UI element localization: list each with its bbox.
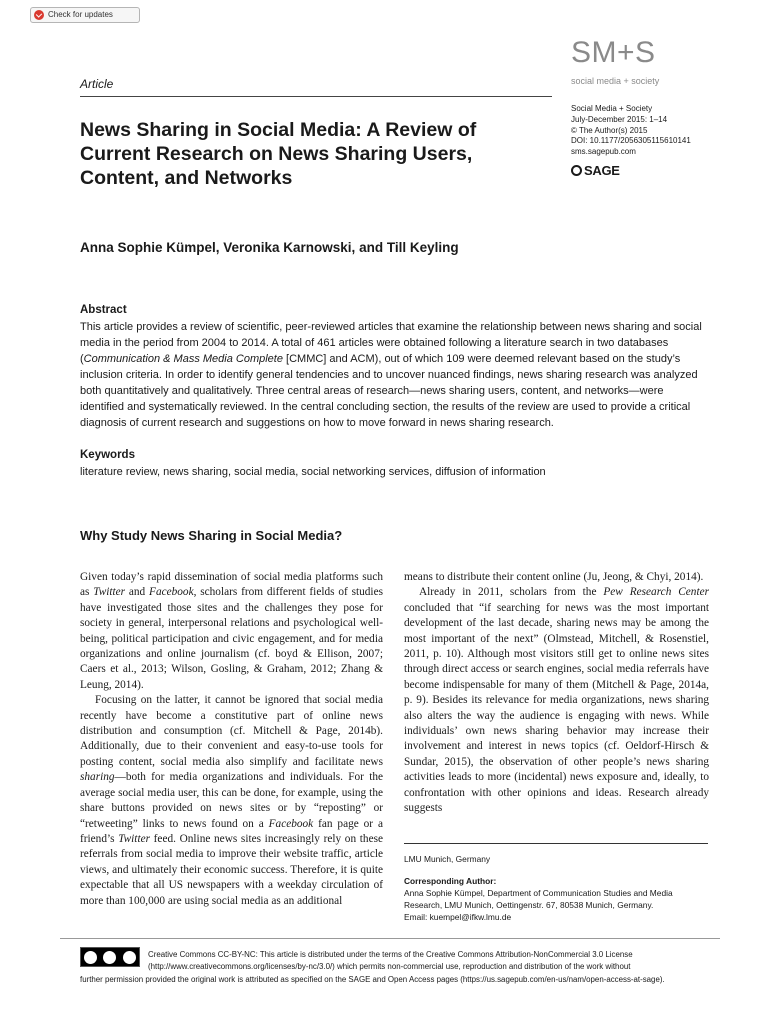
abstract-text [80, 319, 708, 431]
footnote [404, 853, 709, 923]
journal-url[interactable]: sms.sagepub.com [571, 147, 636, 157]
journal-doi[interactable]: DOI: 10.1177/2056305115610141 [571, 136, 691, 146]
author-affiliation: LMU Munich, Germany [404, 854, 491, 864]
license-line: (http://www.creativecommons.org/licenses/by-nc/3.0/) which permits non-commercial use, reproduction and distribution of the work without [148, 962, 631, 972]
keywords-text: literature review, news sharing, social media, social networking services, diffusion of information [80, 466, 546, 478]
article-type-label: Article [80, 77, 114, 91]
check-circle-icon [34, 10, 44, 20]
journal-name: Social Media + Society [571, 104, 653, 113]
text-run: , scholars from different fields of studies have investigated those sites and the challenges they pose for society in general, interpersonal relations and psychological well-being, political participation and civic engagement, and for media organizations and online journalism (cf. boyd & Ellison, 2007; Caers et al., 2013; Wilson, Gosling, & Graham, 2012; Zhang & Leung, 2014). [80, 586, 383, 691]
abstract-part: This article provides a review of scientific, peer-reviewed articles that examine the relationship between news sharing and social media in the period from 2004 to 2014. A total of 461 articles were obtained following a literature search in two databases ( [80, 321, 702, 365]
corresponding-author-heading: Corresponding Author: [404, 876, 497, 886]
publisher-name: SAGE [584, 163, 620, 178]
paper-title: News Sharing in Social Media: A Review of Current Research on News Sharing Users, Content, and Networks [80, 119, 477, 189]
abstract-italic: Communication & Mass Media Complete [83, 353, 283, 365]
keywords-heading: Keywords [80, 449, 135, 461]
body-paragraph [404, 585, 709, 816]
text-run: —both for media organizations and individuals. For the average social media user, this can be done, for example, using the share buttons provided on news sites or by “reposting” or “retweeting” links to news found on a [80, 771, 383, 830]
author-list: Anna Sophie Kümpel, Veronika Karnowski, and Till Keyling [80, 240, 459, 255]
text-italic: sharing [80, 771, 115, 784]
body-paragraph: means to distribute their content online (Ju, Jeong, & Chyi, 2014). [404, 571, 704, 583]
journal-issue: July-December 2015: 1–14 [571, 114, 668, 124]
body-column-right [404, 570, 709, 817]
text-run: concluded that “if searching for news was the most important development of the last decade, sharing news may be among the most important of the next” (Olmstead, Mitchell, & Rosenstiel, 2011, p. 10). Although most visitors still get to online news sites through direct access or search engines, social media referrals have become indispensable for many of them (Mitchell & Page, 2014a, p. 9). Besides its relevance for media organizations, news sharing also alters the way the audience is engaging with news. While individuals’ own news sharing behavior may increase their involvement and interest in news topics (cf. Oeldorf-Hirsch & Sundar, 2015), the observation of other people’s news sharing activities leads to more (incidental) news exposure and, ideally, to confrontation with other opinions and ideas. Research already suggests [404, 601, 709, 815]
text-run: and [125, 586, 150, 599]
abstract-heading: Abstract [80, 304, 127, 316]
body-paragraph [80, 570, 383, 693]
footnote-divider [404, 843, 708, 844]
journal-info [571, 104, 691, 158]
text-run: Given today’s rapid dissemination of social media platforms such as [80, 571, 383, 599]
text-italic: Twitter [93, 586, 126, 599]
check-for-updates-badge[interactable] [30, 7, 140, 23]
text-run: Already in 2011, scholars from the [419, 586, 604, 599]
body-column-left [80, 570, 383, 909]
text-run: feed. Online news sites increasingly rely on these referrals from social media to improve their website traffic, article views, and ultimately their economic success. Therefore, it is quite expectable that all US newspapers with a weekday circulation of more than 100,000 are using social media as an additional [80, 832, 383, 907]
text-italic: Facebook [268, 817, 314, 830]
license-text [80, 949, 710, 986]
license-line: further permission provided the original work is attributed as specified on the SAGE and Open Access pages (https://us.sagepub.com/en-us/nam/open-access-at-sage). [80, 974, 665, 984]
publisher-logo [571, 163, 620, 178]
text-italic: Pew Research Center [603, 586, 709, 599]
license-line: Creative Commons CC-BY-NC: This article is distributed under the terms of the Creative Commons Attribution-NonCommercial 3.0 License [148, 950, 633, 959]
journal-logo-subtitle: social media + society [571, 76, 660, 86]
journal-logo: SM+S [571, 36, 656, 69]
text-italic: Twitter [118, 832, 150, 845]
body-paragraph [80, 693, 383, 909]
license-divider [60, 938, 720, 939]
corresponding-author-address: Anna Sophie Kümpel, Department of Communication Studies and Media Research, LMU Munich, Oettingenstr. 67, 80538 Munich, Germany. [404, 888, 673, 910]
text-run: Focusing on the latter, it cannot be ignored that social media recently have become a constitutive part of online news distribution and consumption (cf. Mitchell & Page, 2014b). Additionally, due to their convenient and easy-to-use tools for posting content, social media also simplify and facilitate news [80, 694, 383, 768]
header-divider [80, 96, 552, 97]
text-italic: Facebook [149, 586, 194, 599]
text-run: fan page or a friend’s [80, 817, 383, 845]
badge-label: Check for updates [48, 10, 113, 19]
abstract-part: [CMMC] and ACM), out of which 109 were deemed relevant based on the study’s inclusion criteria. In order to identify general tendencies and to uncover nuanced findings, news sharing research was analyzed both quantitatively and qualitatively. Three central areas of research—news sharing users, content, and networks—were identified and systematically reviewed. In the central concluding section, the results of the review are used to provide a critical diagnosis of current research and suggestions on how to move forward in news sharing research. [80, 353, 698, 429]
sage-logo-icon [571, 165, 582, 176]
journal-copyright: © The Author(s) 2015 [571, 125, 648, 135]
section-heading: Why Study News Sharing in Social Media? [80, 528, 343, 543]
corresponding-author-email[interactable]: Email: kuempel@ifkw.lmu.de [404, 912, 512, 922]
